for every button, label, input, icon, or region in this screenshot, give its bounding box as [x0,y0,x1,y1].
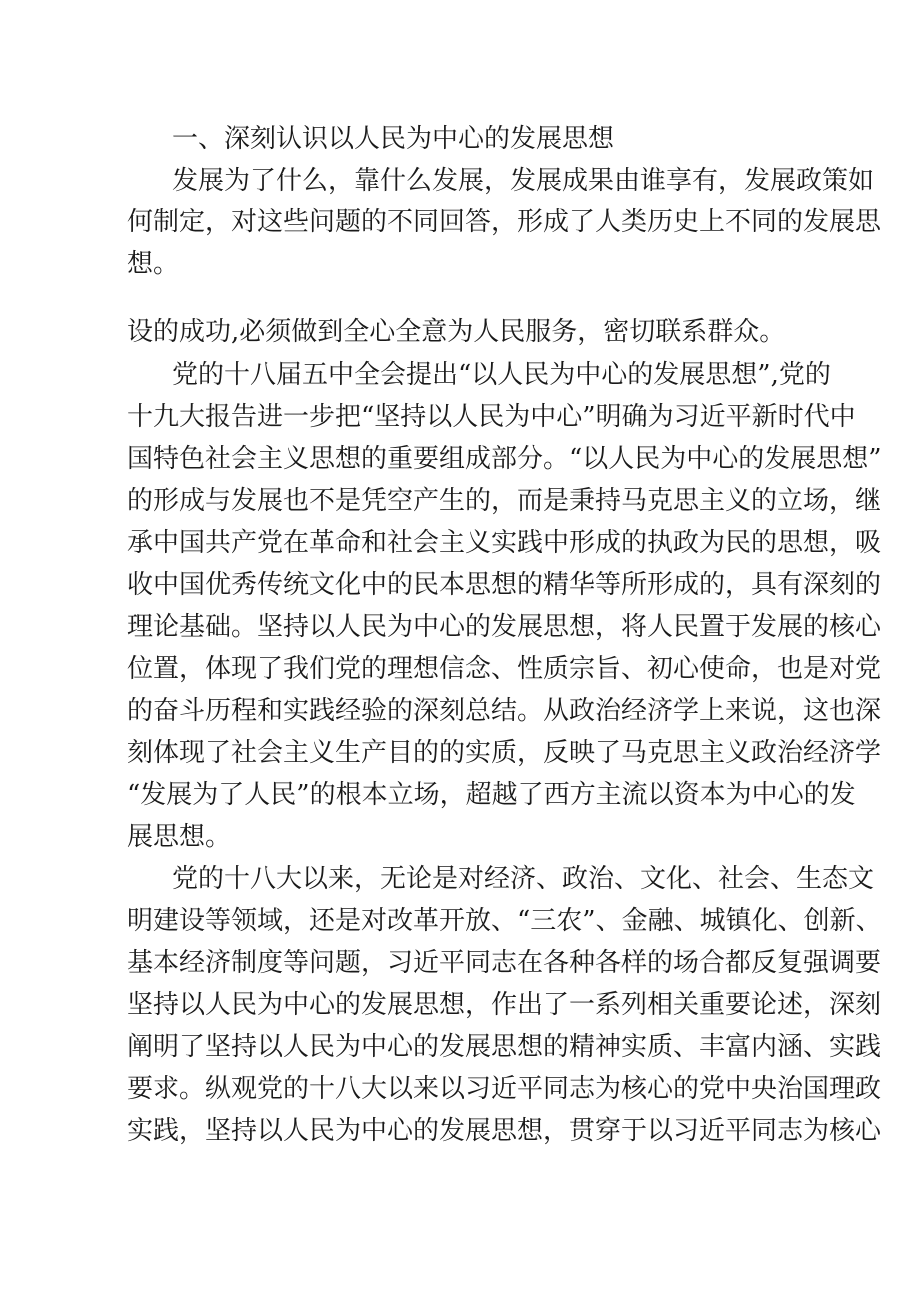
paragraph-line: 党的十八届五中全会提出“以人民为中心的发展思想”,党的 [172,360,831,390]
paragraph-line: 基本经济制度等问题，习近平同志在各种各样的场合都反复强调要 [127,948,882,978]
paragraph-line: 党的十八大以来，无论是对经济、政治、文化、社会、生态文 [172,864,875,894]
paragraph-line: 坚持以人民为中心的发展思想，作出了一系列相关重要论述，深刻 [127,990,882,1020]
paragraph-line: 实践，坚持以人民为中心的发展思想，贯穿于以习近平同志为核心 [127,1116,882,1146]
paragraph-line: 设的成功,必须做到全心全意为人民服务，密切联系群众。 [127,317,786,347]
paragraph-line: 十九大报告进一步把“坚持以人民为中心”明确为习近平新时代中 [127,402,856,432]
section-heading: 一、深刻认识以人民为中心的发展思想 [172,124,615,154]
paragraph-line: 承中国共产党在革命和社会主义实践中形成的执政为民的思想，吸 [127,528,882,558]
paragraph-line: 国特色社会主义思想的重要组成部分。“以人民为中心的发展思想” [127,444,882,474]
paragraph-line: 的形成与发展也不是凭空产生的，而是秉持马克思主义的立场，继 [127,486,882,516]
paragraph-line: “发展为了人民”的根本立场，超越了西方主流以资本为中心的发 [127,780,856,810]
paragraph-line: 阐明了坚持以人民为中心的发展思想的精神实质、丰富内涵、实践 [127,1032,882,1062]
paragraph-line: 何制定，对这些问题的不同回答，形成了人类历史上不同的发展思 [127,207,882,237]
paragraph-line: 发展为了什么，靠什么发展，发展成果由谁享有，发展政策如 [172,166,875,196]
paragraph-line: 要求。纵观党的十八大以来以习近平同志为核心的党中央治国理政 [127,1074,882,1104]
paragraph-line: 的奋斗历程和实践经验的深刻总结。从政治经济学上来说，这也深 [127,696,882,726]
paragraph-line: 刻体现了社会主义生产目的的实质，反映了马克思主义政治经济学 [127,738,882,768]
paragraph-line: 位置，体现了我们党的理想信念、性质宗旨、初心使命，也是对党 [127,654,882,684]
paragraph-line: 收中国优秀传统文化中的民本思想的精华等所形成的，具有深刻的 [127,570,882,600]
paragraph-line: 明建设等领域，还是对改革开放、“三农”、金融、城镇化、创新、 [127,906,882,936]
paragraph-line: 理论基础。坚持以人民为中心的发展思想，将人民置于发展的核心 [127,612,882,642]
paragraph-line: 展思想。 [127,822,232,852]
paragraph-line: 想。 [127,249,180,279]
